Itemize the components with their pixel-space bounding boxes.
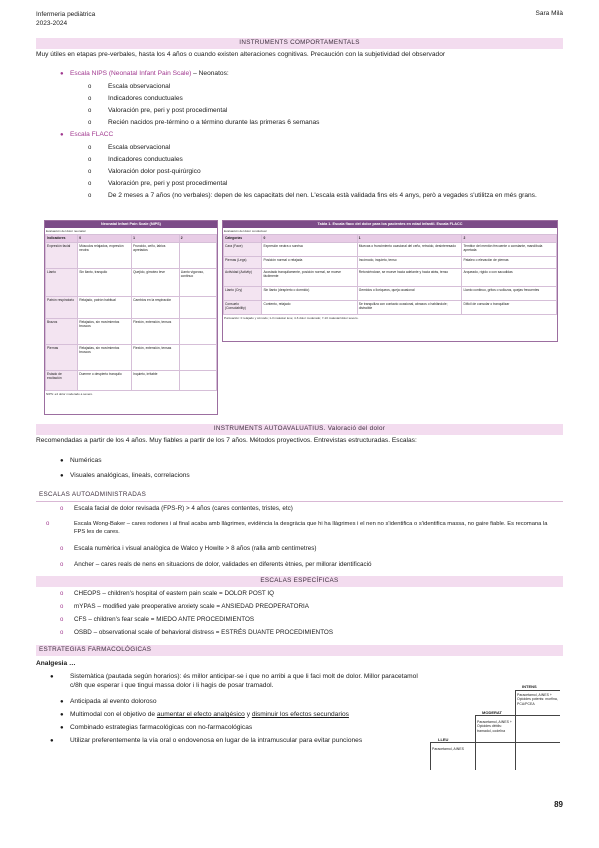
ladder-text: Paracetamol, AINES — [432, 747, 464, 751]
list-item: ● Visuales analógicas, lineals, correlacions — [60, 472, 190, 479]
section-intro: Muy útiles en etapas pre-verbales, hasta los 4 años o cuando existen alteraciones cognitivas. Precaución con la subjetividad del observador — [36, 51, 446, 58]
underlined-phrase: aumentar el efecto analgésico — [156, 711, 245, 718]
list-item: ● Anticipada al evento doloroso — [60, 698, 157, 705]
list-item: o CHEOPS – children's hospital of eastern pain scale = DOLOR POST IQ — [60, 590, 275, 597]
bullet-icon: ● — [50, 674, 54, 680]
bullet-icon: ● — [50, 738, 54, 744]
list-item: ● Combinado estrategias farmacológicas con no-farmacológicas — [60, 724, 253, 731]
list-item: o Escala numèrica i visual analògica de Walco y Howite > 8 años (ralla amb centímetres) — [60, 545, 317, 552]
flacc-label: Escala FLACC — [70, 131, 114, 138]
circle-bullet-icon: o — [60, 591, 64, 597]
flacc-table — [222, 220, 558, 342]
circle-bullet-icon: o — [88, 108, 92, 114]
analgesia-lead: Analgesia … — [36, 660, 76, 667]
ladder-label: MODERAT — [482, 710, 502, 715]
table-row: Cara (Face) Expresión neutra o sonrisa Muecas o fruncimiento ocasional del ceño, retraído, desinteresado Temblor del mentón frecuente o constante, mandíbula apretada — [224, 242, 557, 256]
circle-bullet-icon: o — [88, 96, 92, 102]
section-intro: Recomendadas a partir de los 4 años. Muy fiables a partir de los 7 años. Métodos proyectivos. Entrevistas estructuradas. Escalas: — [36, 437, 417, 444]
list-item: o Indicadores conductuales — [88, 156, 183, 163]
flacc-table-footnote: Puntuación: 0 relajado y cómodo; 1-3 malestar leve; 4-6 dolor moderado; 7-10 malestar/dolor severo. — [224, 315, 359, 320]
list-item: ● Utilizar preferentemente la vía oral o endovenosa en lugar de la intramuscular para evitar punciones — [50, 737, 363, 744]
list-item: ● Numéricas — [60, 457, 102, 464]
bullet-icon: ● — [60, 458, 64, 464]
table-row: Brazos Relajados, sin movimientos bruscos Flexión, extensión, tensos — [46, 318, 217, 344]
section-title-especificas: ESCALAS ESPECÍFICAS — [36, 576, 563, 587]
underlined-phrase: disminuir los efectos secundarios — [251, 711, 349, 718]
list-item: o Escala observacional — [88, 144, 171, 151]
list-item: ● Multimodal con el objetivo de aumentar el efecto analgésico y disminuir los efectos secundarios — [60, 711, 349, 718]
bullet-icon: ● — [60, 699, 64, 705]
subject-name: Infermeria pediàtrica — [36, 11, 96, 18]
circle-bullet-icon: o — [60, 617, 64, 623]
table-row: Expresión facial Músculos relajados, expresión neutra Fruncido, ceño, labios apretados — [46, 242, 217, 268]
nips-table — [44, 220, 218, 415]
flacc-table-title: Tabla 1. Escala flacc del dolor para los pacientes en edad infantil. Escala FLACC — [223, 221, 557, 228]
bullet-icon: ● — [60, 473, 64, 479]
list-item: o Escala Wong-Baker – cares rodones i al final acaba amb llàgrimes, evidència la desgràcia que hi ha llàgrimes i el nen no s'identifica o s'identifica massa, no gaire fiable. Es recomana la FPS les de cares. — [46, 521, 548, 535]
list-item: o Ancher – cares reals de nens en situacions de dolor, validades en diferents ètnies, per millorar identificació — [60, 561, 372, 568]
circle-bullet-icon: o — [88, 120, 92, 126]
list-item: o Escala facial de dolor revisada (FPS-R) > 4 años (cares contentes, tristes, etc) — [60, 505, 293, 512]
nips-table-footnote: NIPS: ≥4 dolor moderado a severo. — [46, 391, 94, 396]
table-row: Estado de excitación Duerme o despierto tranquilo Inquieto, irritable — [46, 370, 217, 390]
author-name: Sara Milà — [535, 10, 563, 17]
ladder-label: INTENS — [522, 684, 537, 689]
table-header-row: Indicadores 0 1 2 — [46, 235, 217, 242]
ladder-label: LLEU — [438, 737, 449, 742]
list-item: ● Sistemàtica (pautada según horarios): és millor anticipar-se i que no arribi a que li faci molt de dolor. Millor paracetamol c/8h que esperar i que tingui massa dolor i li hagis de posar tramadol. — [50, 673, 418, 689]
table-row: Patrón respiratorio Relajado, patrón habitual Cambios en la respiración — [46, 296, 217, 318]
bullet-icon: ● — [60, 132, 64, 138]
nips-table-title: Neonatal Infant Pain Scale (NIPS) — [45, 221, 217, 228]
table-row: Llanto (Cry) Sin llanto (despierto o dormido) Gemidos o lloriqueos, queja ocasional Llanto continuo, gritos o sollozos, quejas frecuentes — [224, 286, 557, 300]
circle-bullet-icon: o — [88, 193, 92, 199]
circle-bullet-icon: o — [88, 145, 92, 151]
bullet-icon: ● — [60, 725, 64, 731]
list-item: o OSBD – observational scale of behavioral distress = ESTRÉS DUANTE PROCEDIMIENTOS — [60, 629, 334, 636]
section-title-autoavaluatius: INSTRUMENTS AUTOAVALUATIUS. Valoració del dolor — [36, 424, 563, 435]
academic-year: 2023-2024 — [36, 20, 68, 28]
list-item: o Valoración pre, peri y post procedimental — [88, 180, 228, 187]
circle-bullet-icon: o — [60, 604, 64, 610]
table-header-row: Categorías 0 1 2 — [224, 235, 557, 242]
list-item: o Valoración pre, peri y post procedimental — [88, 107, 228, 114]
list-item: o Valoración dolor post-quirúrgico — [88, 168, 201, 175]
flacc-table-subtitle: Evaluación del dolor conductual — [224, 229, 267, 234]
list-item: o Indicadores conductuales — [88, 95, 183, 102]
table-row: Llanto Sin llanto, tranquilo Quejido, gimoteo leve Llanto vigoroso, continuo — [46, 268, 217, 296]
analgesic-ladder — [430, 684, 560, 770]
circle-bullet-icon: o — [46, 521, 50, 527]
ladder-text: Paracetamol, AINES + Opioides potents: morfina, PCA/PCEA — [517, 693, 558, 706]
nips-label: Escala NIPS (Neonatal Infant Pain Scale) — [70, 70, 192, 77]
table-row: Actividad (Activity) Acostado tranquilamente, posición normal, se mueve fácilmente Retorciéndose, se mueve hacia adelante y hacia atrás, tenso Arqueado, rígido o con sacudidas — [224, 268, 557, 286]
circle-bullet-icon: o — [88, 157, 92, 163]
circle-bullet-icon: o — [88, 181, 92, 187]
list-item: o CFS – children's fear scale = MIEDO ANTE PROCEDIMIENTOS — [60, 616, 255, 623]
nips-suffix: – Neonatos: — [191, 70, 229, 77]
section-title-comportamentals: INSTRUMENTS COMPORTAMENTALS — [36, 38, 563, 49]
circle-bullet-icon: o — [60, 562, 64, 568]
bullet-icon: ● — [60, 712, 64, 718]
list-item: o mYPAS – modified yale preoperative anxiety scale = ANSIEDAD PREOPERATORIA — [60, 603, 310, 610]
flacc-bullet — [60, 131, 113, 140]
circle-bullet-icon: o — [60, 630, 64, 636]
list-item: o Recién nacidos pre-término o a término durante las primeras 6 semanas — [88, 119, 320, 126]
list-item: o De 2 meses a 7 años (no verbales): depen de les capacitats del nen. L'escala està validada fins els 4 anys, però a vegades s'utilitza en més grans. — [88, 192, 537, 199]
ladder-text: Paracetamol, AINES + Opioides dèbils: tramadol, codeïna — [477, 720, 512, 733]
bullet-icon: ● — [60, 71, 64, 77]
section-title-farmacologicas: ESTRATEGIAS FARMACOLÓGICAS — [36, 645, 563, 656]
circle-bullet-icon: o — [88, 84, 92, 90]
circle-bullet-icon: o — [60, 546, 64, 552]
table-row: Consuelo (Consolability) Contento, relajado Se tranquiliza con contacto ocasional, abrazos o hablándole; distraíble Difícil de consolar o tranquilizar — [224, 300, 557, 314]
nips-bullet — [60, 70, 229, 79]
table-row: Piernas Relajadas, sin movimientos bruscos Flexión, extensión, tensas — [46, 344, 217, 370]
list-item: o Escala observacional — [88, 83, 171, 90]
section-title-autoadministradas: ESCALAS AUTOADMINISTRADAS — [36, 490, 563, 502]
table-row: Piernas (Legs) Posición normal o relajada Incómodo, inquieto, tenso Pataleo o elevación de piernas — [224, 256, 557, 268]
circle-bullet-icon: o — [88, 169, 92, 175]
nips-table-subtitle: Evaluación del dolor neonatal — [46, 229, 86, 234]
circle-bullet-icon: o — [60, 506, 64, 512]
page-number: 89 — [554, 800, 563, 809]
